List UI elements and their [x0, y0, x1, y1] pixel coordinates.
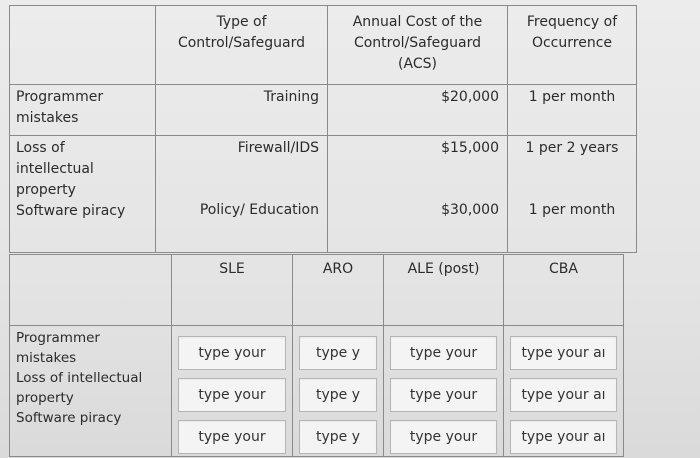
- ale-column: [384, 326, 504, 457]
- freq-programmer-mistakes: 1 per month: [508, 85, 637, 136]
- header-annual-cost-line2: Control/Safeguard: [353, 35, 482, 51]
- freq-cell-2: [508, 136, 637, 253]
- bt-header-ale: ALE (post): [384, 255, 504, 326]
- threat-software-piracy: Software piracy: [16, 203, 126, 219]
- cba-input-programmer-mistakes[interactable]: type your aı: [510, 336, 617, 370]
- cost-benefit-table: [9, 254, 624, 457]
- control-training: Training: [156, 85, 328, 136]
- cost-programmer-mistakes: $20,000: [328, 85, 508, 136]
- header-control-type: [156, 6, 328, 85]
- cba-input-loss-ip[interactable]: type your aı: [510, 378, 617, 412]
- sle-input-software-piracy[interactable]: type your: [178, 420, 286, 454]
- cba-input-software-piracy[interactable]: type your aı: [510, 420, 617, 454]
- bt-header-sle: SLE: [172, 255, 293, 326]
- bt-label-software-piracy: Software piracy: [16, 410, 122, 426]
- threat-loss-ip: Loss of intellectual property: [16, 140, 94, 198]
- cost-software-piracy: $30,000: [441, 202, 499, 218]
- header-annual-cost: [328, 6, 508, 85]
- bt-row-labels: [10, 326, 172, 457]
- bt-header-cba: CBA: [504, 255, 624, 326]
- cost-cell-2: [328, 136, 508, 253]
- aro-input-loss-ip[interactable]: type y: [299, 378, 377, 412]
- bt-label-programmer-mistakes: Programmer mistakes: [16, 330, 100, 366]
- aro-input-software-piracy[interactable]: type y: [299, 420, 377, 454]
- header-control-type-line1: Type of: [216, 14, 267, 30]
- header-frequency: [508, 6, 637, 85]
- aro-input-programmer-mistakes[interactable]: type y: [299, 336, 377, 370]
- ale-input-programmer-mistakes[interactable]: type your: [390, 336, 497, 370]
- control-firewall-ids: Firewall/IDS: [237, 140, 319, 156]
- header-frequency-line1: Frequency of: [526, 14, 618, 30]
- ale-input-loss-ip[interactable]: type your: [390, 378, 497, 412]
- header-frequency-line2: Occurrence: [531, 35, 613, 51]
- bt-label-loss-ip: Loss of intellectual property: [16, 370, 143, 406]
- header-annual-cost-line1: Annual Cost of the: [352, 14, 483, 30]
- cost-loss-ip: $15,000: [441, 140, 499, 156]
- bt-header-blank: [10, 255, 172, 326]
- sle-input-loss-ip[interactable]: type your: [178, 378, 286, 412]
- header-annual-cost-line3: (ACS): [398, 56, 437, 72]
- bt-header-aro: ARO: [293, 255, 384, 326]
- sle-input-programmer-mistakes[interactable]: type your: [178, 336, 286, 370]
- header-control-type-line2: Control/Safeguard: [177, 35, 306, 51]
- threat-control-table: [9, 5, 637, 253]
- freq-loss-ip: 1 per 2 years: [525, 140, 619, 156]
- control-cell-2: [156, 136, 328, 253]
- cba-column: [504, 326, 624, 457]
- freq-software-piracy: 1 per month: [528, 202, 616, 218]
- header-blank: [10, 6, 156, 85]
- threat-programmer-mistakes: Programmer mistakes: [10, 85, 156, 136]
- aro-column: [293, 326, 384, 457]
- control-policy-education: Policy/ Education: [199, 202, 319, 218]
- ale-input-software-piracy[interactable]: type your: [390, 420, 497, 454]
- threat-labels-cell: [10, 136, 156, 253]
- sle-column: [172, 326, 293, 457]
